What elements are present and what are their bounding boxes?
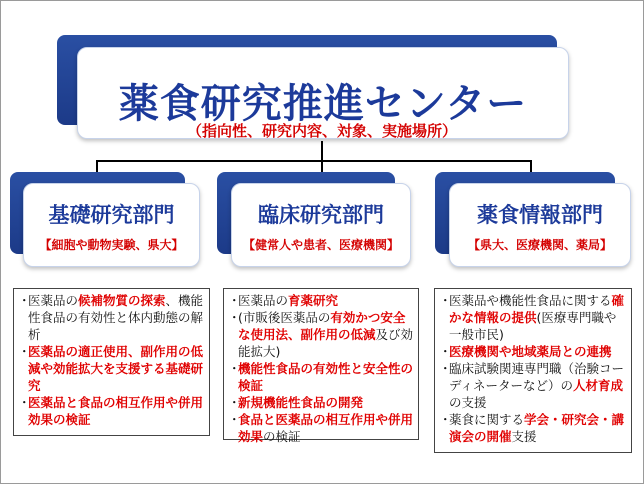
list-item-text	[28, 292, 205, 343]
bullet-icon: ・	[439, 361, 452, 376]
bullet-icon: ・	[18, 293, 31, 308]
bullet-icon: ・	[439, 412, 452, 427]
list-item-text	[28, 343, 205, 394]
center-title: 薬食研究推進センター	[118, 81, 528, 127]
bullet-icon: ・	[228, 310, 241, 325]
highlight-text: 新規機能性食品の開発	[238, 395, 364, 410]
highlight-text: 医療機関や地域薬局との連携	[449, 344, 612, 359]
plain-text: の支援	[449, 395, 487, 410]
plain-text: 、機能性食品の有効性と体内動態の解析	[28, 293, 204, 342]
list-item	[228, 292, 414, 309]
list-item-text	[238, 411, 414, 445]
bullet-icon: ・	[228, 412, 241, 427]
bullet-icon: ・	[439, 344, 452, 359]
highlight-text: 医薬品と食品の相互作用や併用効果の検証	[28, 395, 204, 427]
highlight-text: 人材育成	[573, 378, 624, 393]
dept-info-sub: 【県大、医療機関、薬局】	[467, 238, 612, 252]
list-item-text	[449, 411, 627, 445]
plain-text: (医療専門職や一般市民)	[449, 310, 617, 342]
connector-horizontal	[96, 160, 532, 162]
center-subtitle: （指向性、研究内容、対象、実施場所）	[186, 122, 457, 140]
list-item	[228, 309, 414, 360]
highlight-text: 学会・研究会・講演会の開催	[449, 412, 625, 444]
dept-clinical-card	[231, 183, 411, 267]
plain-text: 臨床試験関連専門職（治験コーディネーターなど）の	[449, 361, 625, 393]
dept-info-card	[449, 183, 631, 267]
bullet-icon: ・	[18, 395, 31, 410]
dept-basic-card	[23, 183, 200, 267]
highlight-text: 確かな情報の提供	[449, 293, 625, 325]
list-item-text	[449, 343, 612, 360]
dept-clinical-description	[223, 288, 419, 444]
bullet-icon: ・	[228, 395, 241, 410]
list-item	[439, 360, 627, 411]
dept-clinical-name: 臨床研究部門	[258, 203, 384, 227]
list-item	[439, 292, 627, 343]
plain-text: 医薬品の	[28, 293, 79, 308]
plain-text: (市販後医薬品の	[238, 310, 331, 325]
plain-text: の検証	[263, 429, 301, 444]
dept-info-name: 薬食情報部門	[477, 203, 603, 227]
plain-text: 支援	[511, 429, 537, 444]
dept-basic-description	[13, 288, 210, 436]
list-item	[18, 394, 205, 428]
plain-text: 薬食に関する	[449, 412, 525, 427]
list-item	[228, 411, 414, 445]
bullet-icon: ・	[228, 361, 241, 376]
list-item	[228, 360, 414, 394]
list-item-text	[238, 360, 414, 394]
dept-basic-sub: 【細胞や動物実験、県大】	[39, 238, 184, 252]
highlight-text: 食品と医薬品の相互作用や併用効果	[238, 412, 414, 444]
dept-info-description	[434, 288, 632, 453]
list-item	[228, 394, 414, 411]
list-item-text	[238, 292, 338, 309]
highlight-text: 育薬研究	[288, 293, 339, 308]
list-item	[439, 411, 627, 445]
list-item	[18, 343, 205, 394]
list-item-text	[238, 309, 414, 360]
bullet-icon: ・	[18, 344, 31, 359]
list-item-text	[449, 292, 627, 343]
highlight-text: 医薬品の適正使用、副作用の低減や効能拡大を支援する基礎研究	[28, 344, 204, 393]
plain-text: 医薬品や機能性食品に関する	[449, 293, 612, 308]
list-item	[439, 343, 627, 360]
plain-text: 及び効能拡大)	[238, 327, 414, 359]
dept-basic-name: 基礎研究部門	[48, 203, 175, 227]
highlight-text: 有効かつ安全な使用法、副作用の低減	[238, 310, 406, 342]
highlight-text: 候補物質の探索	[78, 293, 166, 308]
list-item	[18, 292, 205, 343]
bullet-icon: ・	[439, 293, 452, 308]
bullet-icon: ・	[228, 293, 241, 308]
connector-main-vertical	[321, 141, 323, 161]
list-item-text	[28, 394, 205, 428]
list-item-text	[449, 360, 627, 411]
dept-clinical-sub: 【健常人や患者、医療機関】	[242, 238, 399, 252]
highlight-text: 機能性食品の有効性と安全性の検証	[238, 361, 414, 393]
plain-text: 医薬品の	[238, 293, 289, 308]
list-item-text	[238, 394, 363, 411]
